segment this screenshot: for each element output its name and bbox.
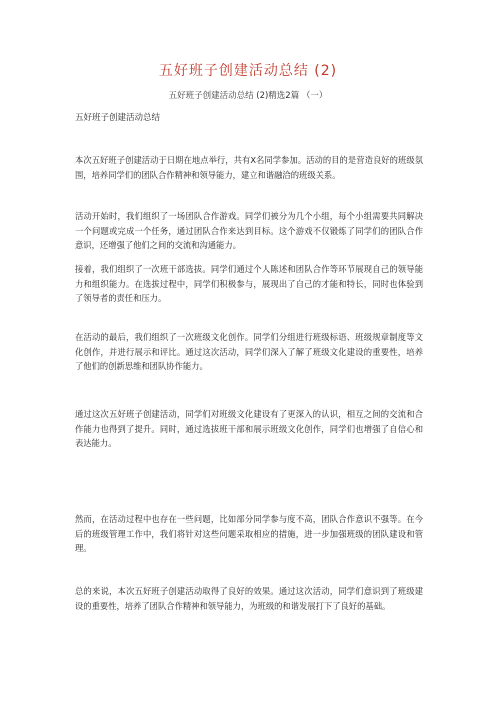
paragraph-conclusion: 总的来说，本次五好班子创建活动取得了良好的效果。通过这次活动，同学们意识到了班级建设的重要性，培养了团队合作精神和领导能力，为班级的和谐发展打下了良好的基础。	[75, 586, 423, 611]
paragraph-team-game: 活动开始时，我们组织了一场团队合作游戏。同学们被分为几个小组，每个小组需要共同解决一个问题或完成一个任务，通过团队合作来达到目标。这个游戏不仅锻炼了同学们的团队合作意识，还增强了他们之间的交流和沟通能力。	[75, 211, 423, 250]
paragraph-leader-selection: 接着，我们组织了一次班干部选拔。同学们通过个人陈述和团队合作等环节展现自己的领导能力和组织能力。在选拔过程中，同学们积极参与，展现出了自己的才能和特长，同时也体验到了领导者的责任和压力。	[75, 264, 423, 303]
paragraph-problems: 然而，在活动过程中也存在一些问题，比如部分同学参与度不高，团队合作意识不强等。在今后的班级管理工作中，我们将针对这些问题采取相应的措施，进一步加强班级的团队建设和管理。	[75, 514, 423, 553]
paragraph-intro: 本次五好班子创建活动于日期在地点举行，共有X名同学参加。活动的目的是营造良好的班级氛围，培养同学们的团队合作精神和领导能力，建立和谐融洽的班级关系。	[75, 155, 423, 180]
paragraph-class-culture: 在活动的最后，我们组织了一次班级文化创作。同学们分组进行班级标语、班级规章制度等文化创作，并进行展示和评比。通过这次活动，同学们深入了解了班级文化建设的重要性，培养了他们的创新思维和团队协作能力。	[75, 332, 423, 371]
paragraph-outcomes: 通过这次五好班子创建活动，同学们对班级文化建设有了更深入的认识，相互之间的交流和合作能力也得到了提升。同时，通过选拔班干部和展示班级文化创作，同学们也增强了自信心和表达能力。	[75, 409, 423, 448]
document-title: 五好班子创建活动总结 (2)	[158, 63, 338, 79]
document-subtitle: 五好班子创建活动总结 (2)精选2篇 （一）	[168, 91, 328, 101]
section-heading: 五好班子创建活动总结	[75, 113, 161, 123]
